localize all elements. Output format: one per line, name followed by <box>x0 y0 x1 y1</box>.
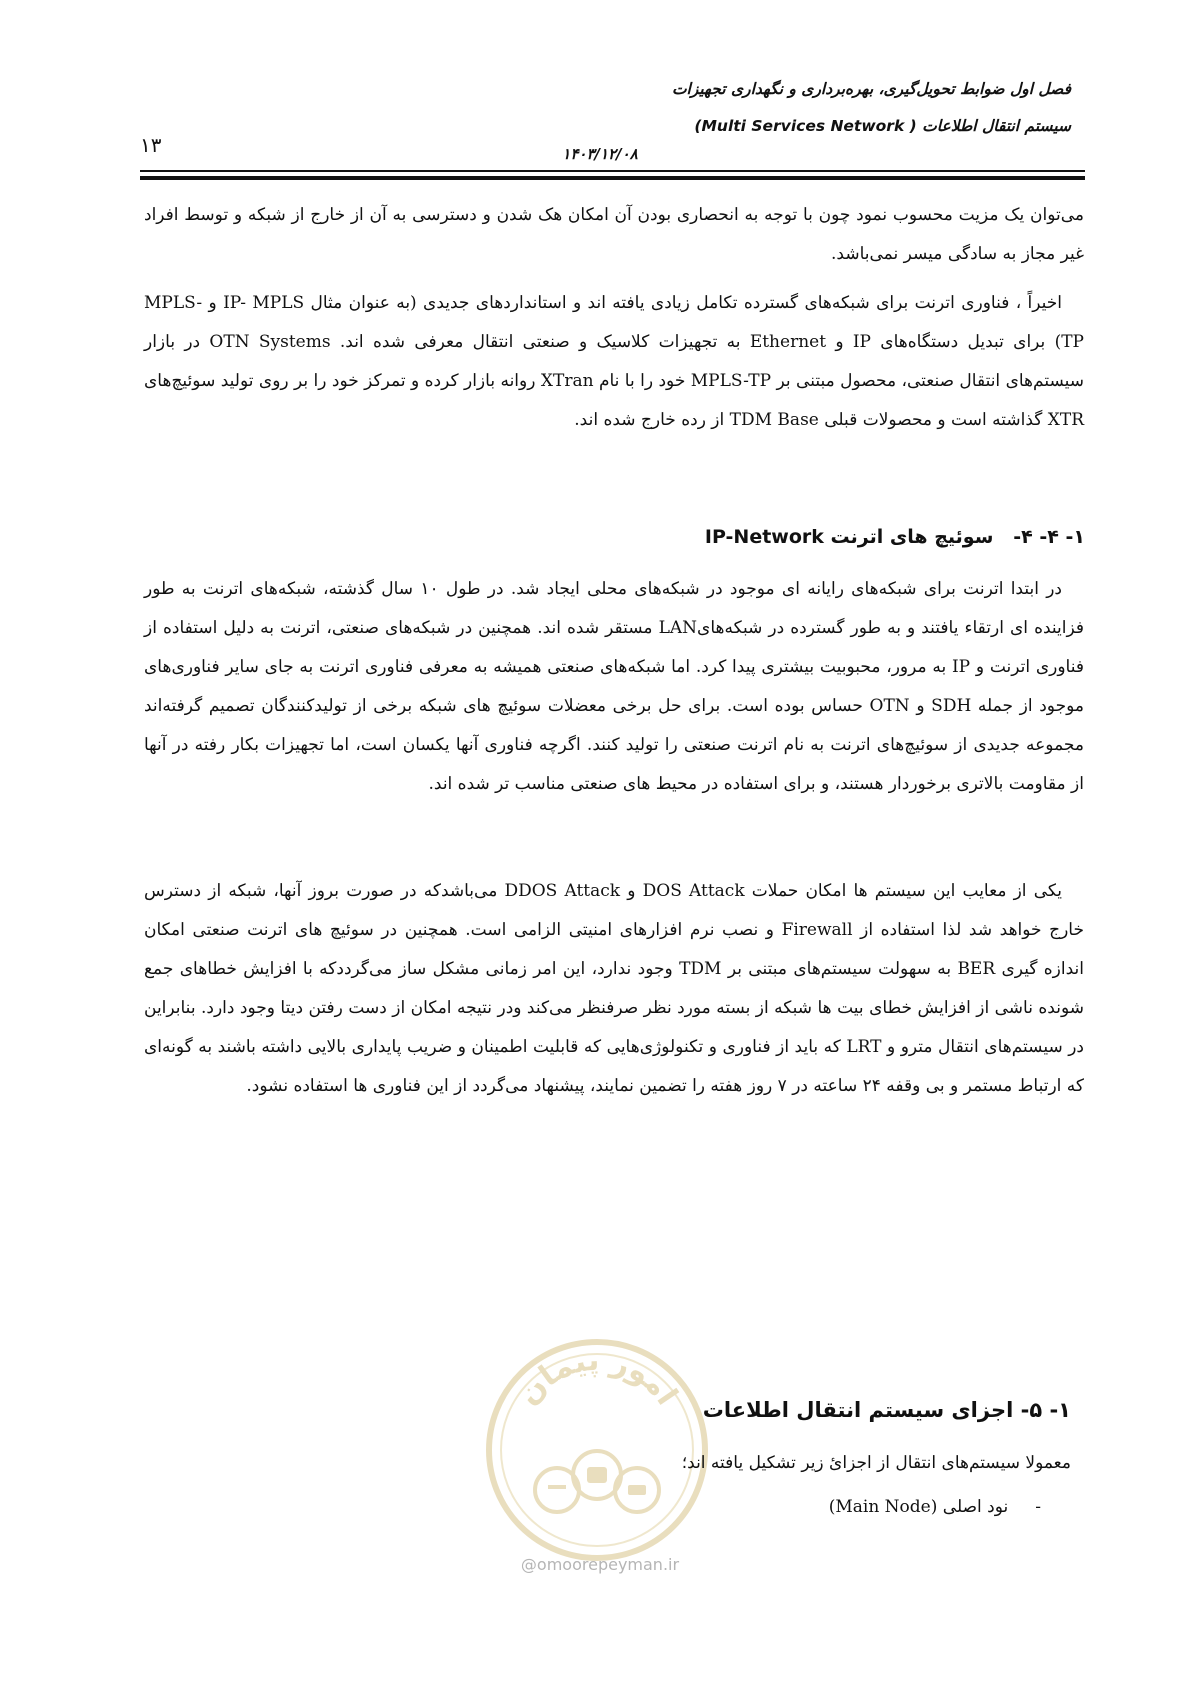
watermark-url: @omoorepeyman.ir <box>520 1555 680 1574</box>
section-5-intro: معمولا سیستم‌های انتقال از اجزائ زیر تشکیل یافته اند؛ <box>681 1453 1071 1473</box>
paragraph-3: در ابتدا اترنت برای شبکه‌های رایانه ای موجود در شبکه‌های محلی ایجاد شد. در طول ۱۰ سال گذشته، شبکه‌های اترنت به طور فزاینده ای ارتقاء یافتند و به طور گسترده در شبکه‌هایLAN مستقر شده اند. همچنین در شبکه‌های صنعتی، اترنت به دلیل استفاده از فناوری اترنت و IP به مرور، محبوبیت بیشتری پیدا کرد. اما شبکه‌های صنعتی همیشه به معرفی فناوری اترنت به جای سایر فناوری‌های موجود از جمله SDH و OTN حساس بوده است. برای حل برخی معضلات سوئیچ های شبکه برخی از تولیدکنندگان تصمیم گرفته‌اند مجموعه جدیدی از سوئیچ‌های اترنت به نام اترنت صنعتی را تولید کنند. اگرچه فناوری آنها یکسان است، اما تجهیزات بکار رفته در آنها از مقاومت بالاتری برخوردار هستند، و برای استفاده در محیط های صنعتی مناسب تر شده اند. <box>144 579 1084 794</box>
section-heading-1-5 <box>703 1398 1071 1422</box>
chapter-title: فصل اول ضوابط تحویل‌گیری، بهره‌برداری و نگهداری تجهیزات <box>671 80 1071 98</box>
svg-text:امور پیمان <box>511 1343 684 1412</box>
watermark-arc-text: امور پیمان <box>510 1342 685 1412</box>
section-number: ۱- ۴- ۴- <box>1013 526 1085 548</box>
list-item-text: نود اصلی (Main Node) <box>828 1497 1009 1517</box>
watermark-seal <box>482 1335 712 1565</box>
section-title: اجزای سیستم انتقال اطلاعات <box>702 1398 1014 1422</box>
page-number: ۱۳ <box>140 133 162 157</box>
paragraph-4: یکی از معایب این سیستم ها امکان حملات DOS Attack و DDOS Attack می‌باشدکه در صورت بروز آنها، شبکه از دسترس خارج خواهد شد لذا استفاده از Firewall و نصب نرم افزارهای امنیتی الزامی است. همچنین در سوئیچ های اترنت صنعتی امکان اندازه گیری BER به سهولت سیستم‌های مبتنی بر TDM وجود ندارد، این امر زمانی مشکل ساز می‌گرددکه با افزایش خطاهای جمع شونده ناشی از افزایش خطای بیت ها شبکه از بسته مورد نظر صرفنظر می‌کند ودر نتیجه امکان از دست رفتن دیتا وجود دارد. بنابراین در سیستم‌های انتقال مترو و LRT که باید از فناوری و تکنولوژی‌هایی که قابلیت اطمینان و ضریب پایداری بالایی داشته باشند به گونه‌ای که ارتباط مستمر و بی وقفه ۲۴ ساعته در ۷ روز هفته را تضمین نمایند، پیشنهاد می‌گردد از این فناوری ها استفاده نشود. <box>144 881 1084 1096</box>
document-subtitle: سیستم انتقال اطلاعات ( Multi Services Network) <box>694 117 1071 135</box>
header-rule-thin <box>140 170 1085 172</box>
bullet-dash: - <box>1035 1497 1041 1517</box>
header-rule-thick <box>140 176 1085 180</box>
paragraph-1: می‌توان یک مزیت محسوب نمود چون با توجه به انحصاری بودن آن امکان هک شدن و دسترسی به آن از خارج از شبکه و توسط افراد غیر مجاز به سادگی میسر نمی‌باشد. <box>144 205 1084 264</box>
document-date: ۱۴۰۳/۱۲/۰۸ <box>562 145 638 163</box>
section-title: سوئیچ های اترنت IP-Network <box>704 526 994 548</box>
list-item <box>641 1497 1041 1517</box>
section-heading-1-4-4 <box>705 526 1085 548</box>
section-number: ۱- ۵- <box>1020 1398 1071 1422</box>
paragraph-2: اخیراً ، فناوری اترنت برای شبکه‌های گسترده تکامل زیادی یافته اند و استانداردهای جدیدی (به عنوان مثال IP- MPLS و MPLS-TP) برای تبدیل دستگاه‌های IP و Ethernet به تجهیزات کلاسیک و صنعتی انتقال معرفی شده اند. OTN Systems در بازار سیستم‌های انتقال صنعتی، محصول مبتنی بر MPLS-TP خود را با نام XTran روانه بازار کرده و تمرکز خود را بر روی تولید سوئیچ‌های XTR گذاشته است و محصولات قبلی TDM Base از رده خارج شده اند. <box>144 293 1084 430</box>
